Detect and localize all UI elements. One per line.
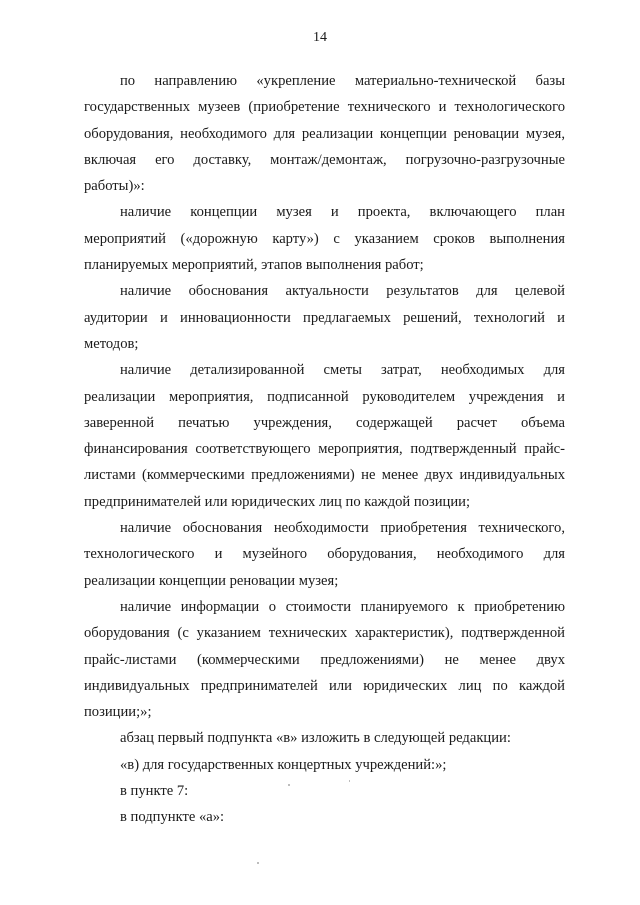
text-line: оборудования (с указанием технических характеристик), подтвержденной [84,625,565,642]
text-line: методов; [84,335,139,352]
scan-speck [257,862,259,864]
text-line: технологического и музейного оборудования, необходимого для [84,546,565,563]
text-line: индивидуальных предпринимателей или юридических лиц по каждой [84,677,565,694]
text-line: наличие детализированной сметы затрат, необходимых для [120,362,565,379]
text-line: листами (коммерческими предложениями) не менее двух индивидуальных [84,467,565,484]
paragraph [84,68,565,199]
text-line: аудитории и инновационности предлагаемых решений, технологий и [84,309,565,326]
text-line: абзац первый подпункта «в» изложить в следующей редакции: [120,730,511,747]
text-line: работы)»: [84,178,145,195]
text-line: в пункте 7: [120,783,189,800]
paragraph [84,199,565,278]
text-line: по направлению «укрепление материально-технической базы [120,73,565,89]
paragraph [84,515,565,594]
text-line: финансирования соответствующего мероприятия, подтвержденный прайс- [84,441,565,458]
text-line: включая его доставку, монтаж/демонтаж, погрузочно-разгрузочные [84,151,565,168]
text-line: реализации концепции реновации музея; [84,572,339,589]
text-line: оборудования, необходимого для реализации концепции реновации музея, [84,125,565,142]
text-line: наличие концепции музея и проекта, включающего план [120,204,565,221]
text-line: наличие обоснования актуальности результатов для целевой [120,283,565,300]
text-line: позиции;»; [84,704,152,721]
text-line: «в) для государственных концертных учреждений:»; [120,756,447,773]
text-line: заверенной печатью учреждения, содержащей расчет объема [84,414,565,431]
paragraph [84,725,565,751]
text-line: предпринимателей или юридических лиц по каждой позиции; [84,493,471,510]
scan-speck [349,780,350,782]
paragraph [84,357,565,515]
text-line: в подпункте «а»: [120,809,225,826]
paragraph [84,778,565,804]
paragraph [84,804,565,830]
scan-speck [288,784,290,786]
text-line: прайс-листами (коммерческими предложениями) не менее двух [84,651,565,668]
page-number: 14 [313,30,327,45]
text-line: наличие обоснования необходимости приобретения технического, [120,520,565,537]
paragraph [84,594,565,725]
text-line: государственных музеев (приобретение технического и технологического [84,99,565,116]
text-line: планируемых мероприятий, этапов выполнения работ; [84,257,424,274]
document-body [84,68,565,831]
text-line: реализации мероприятия, подписанной руководителем учреждения и [84,388,565,405]
text-line: наличие информации о стоимости планируемого к приобретению [120,598,565,615]
paragraph [84,278,565,357]
paragraph [84,752,565,778]
text-line: мероприятий («дорожную карту») с указанием сроков выполнения [84,230,565,247]
